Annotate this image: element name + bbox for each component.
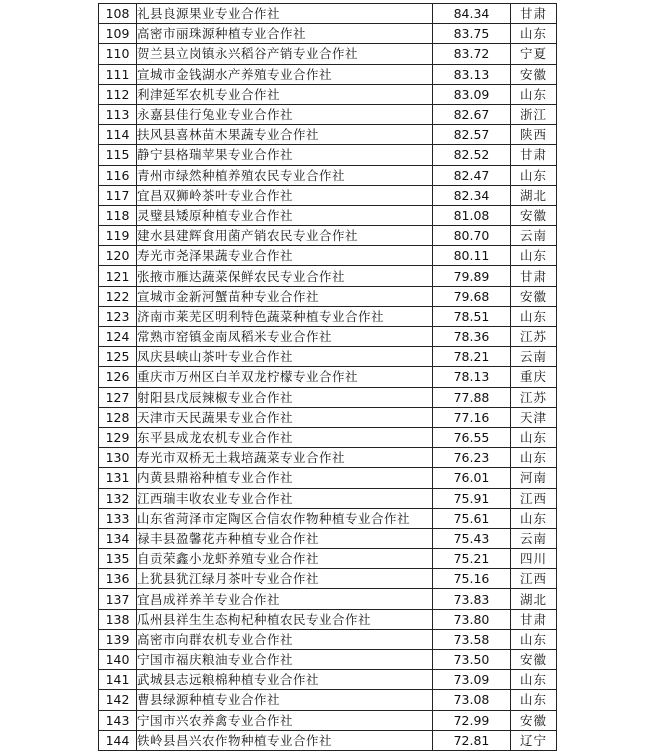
score-cell: 77.16 — [433, 407, 511, 427]
ranking-table-body — [99, 4, 557, 751]
province-cell: 甘肃 — [511, 145, 557, 165]
province-cell: 安徽 — [511, 650, 557, 670]
table-row — [99, 690, 557, 710]
table-row — [99, 286, 557, 306]
cooperative-name-cell: 天津市天民蔬果专业合作社 — [137, 407, 433, 427]
province-cell: 江西 — [511, 488, 557, 508]
table-row — [99, 488, 557, 508]
table-row — [99, 528, 557, 548]
cooperative-name-cell: 利津延军农机专业合作社 — [137, 84, 433, 104]
score-cell: 76.23 — [433, 448, 511, 468]
cooperative-name-cell: 扶风县喜林苗木果蔬专业合作社 — [137, 125, 433, 145]
cooperative-name-cell: 东平县成龙农机专业合作社 — [137, 427, 433, 447]
cooperative-name-cell: 铁岭县昌兴农作物种植专业合作社 — [137, 730, 433, 750]
rank-cell: 108 — [99, 4, 137, 24]
cooperative-name-cell: 曹县绿源种植专业合作社 — [137, 690, 433, 710]
cooperative-name-cell: 贺兰县立岗镇永兴稻谷产销专业合作社 — [137, 44, 433, 64]
table-row — [99, 650, 557, 670]
rank-cell: 114 — [99, 125, 137, 145]
rank-cell: 135 — [99, 549, 137, 569]
rank-cell: 137 — [99, 589, 137, 609]
cooperative-name-cell: 礼县良源果业专业合作社 — [137, 4, 433, 24]
cooperative-name-cell: 寿光市尧泽果蔬专业合作社 — [137, 246, 433, 266]
table-row — [99, 448, 557, 468]
cooperative-name-cell: 上犹县犹江绿月茶叶专业合作社 — [137, 569, 433, 589]
table-row — [99, 165, 557, 185]
cooperative-name-cell: 宁国市兴农养禽专业合作社 — [137, 710, 433, 730]
table-row — [99, 104, 557, 124]
score-cell: 72.81 — [433, 730, 511, 750]
table-row — [99, 4, 557, 24]
score-cell: 78.21 — [433, 347, 511, 367]
province-cell: 甘肃 — [511, 609, 557, 629]
province-cell: 安徽 — [511, 286, 557, 306]
province-cell: 山东 — [511, 306, 557, 326]
rank-cell: 130 — [99, 448, 137, 468]
rank-cell: 120 — [99, 246, 137, 266]
score-cell: 72.99 — [433, 710, 511, 730]
province-cell: 江西 — [511, 569, 557, 589]
score-cell: 82.52 — [433, 145, 511, 165]
table-row — [99, 730, 557, 750]
score-cell: 82.47 — [433, 165, 511, 185]
cooperative-name-cell: 张掖市雁达蔬菜保鲜农民专业合作社 — [137, 266, 433, 286]
score-cell: 82.67 — [433, 104, 511, 124]
province-cell: 河南 — [511, 468, 557, 488]
table-row — [99, 367, 557, 387]
rank-cell: 129 — [99, 427, 137, 447]
table-row — [99, 266, 557, 286]
table-row — [99, 508, 557, 528]
table-row — [99, 670, 557, 690]
province-cell: 湖北 — [511, 589, 557, 609]
score-cell: 73.83 — [433, 589, 511, 609]
cooperative-name-cell: 宣城市金新河蟹苗种专业合作社 — [137, 286, 433, 306]
rank-cell: 141 — [99, 670, 137, 690]
table-row — [99, 427, 557, 447]
cooperative-name-cell: 武城县志远粮棉种植专业合作社 — [137, 670, 433, 690]
cooperative-name-cell: 济南市莱芜区明利特色蔬菜种植专业合作社 — [137, 306, 433, 326]
cooperative-name-cell: 高密市向群农机专业合作社 — [137, 629, 433, 649]
cooperative-name-cell: 宁国市福庆粮油专业合作社 — [137, 650, 433, 670]
province-cell: 山东 — [511, 246, 557, 266]
score-cell: 75.43 — [433, 528, 511, 548]
rank-cell: 136 — [99, 569, 137, 589]
cooperative-name-cell: 凤庆县峡山茶叶专业合作社 — [137, 347, 433, 367]
table-row — [99, 185, 557, 205]
cooperative-name-cell: 射阳县戊辰辣椒专业合作社 — [137, 387, 433, 407]
score-cell: 73.50 — [433, 650, 511, 670]
table-row — [99, 125, 557, 145]
rank-cell: 116 — [99, 165, 137, 185]
province-cell: 天津 — [511, 407, 557, 427]
rank-cell: 115 — [99, 145, 137, 165]
province-cell: 浙江 — [511, 104, 557, 124]
score-cell: 75.61 — [433, 508, 511, 528]
province-cell: 云南 — [511, 226, 557, 246]
province-cell: 山东 — [511, 448, 557, 468]
province-cell: 重庆 — [511, 367, 557, 387]
province-cell: 山东 — [511, 24, 557, 44]
province-cell: 江苏 — [511, 327, 557, 347]
table-row — [99, 306, 557, 326]
province-cell: 山东 — [511, 84, 557, 104]
cooperative-name-cell: 山东省菏泽市定陶区合信农作物种植专业合作社 — [137, 508, 433, 528]
province-cell: 云南 — [511, 347, 557, 367]
province-cell: 江苏 — [511, 387, 557, 407]
province-cell: 甘肃 — [511, 266, 557, 286]
table-row — [99, 629, 557, 649]
table-row — [99, 569, 557, 589]
rank-cell: 124 — [99, 327, 137, 347]
table-row — [99, 407, 557, 427]
score-cell: 82.57 — [433, 125, 511, 145]
rank-cell: 113 — [99, 104, 137, 124]
cooperative-name-cell: 高密市丽珠源种植专业合作社 — [137, 24, 433, 44]
cooperative-name-cell: 青州市绿然种植养殖农民专业合作社 — [137, 165, 433, 185]
table-row — [99, 145, 557, 165]
province-cell: 宁夏 — [511, 44, 557, 64]
province-cell: 山东 — [511, 690, 557, 710]
score-cell: 79.89 — [433, 266, 511, 286]
rank-cell: 140 — [99, 650, 137, 670]
province-cell: 安徽 — [511, 64, 557, 84]
table-row — [99, 387, 557, 407]
cooperative-name-cell: 江西瑞丰收农业专业合作社 — [137, 488, 433, 508]
rank-cell: 109 — [99, 24, 137, 44]
rank-cell: 134 — [99, 528, 137, 548]
cooperative-name-cell: 静宁县格瑞苹果专业合作社 — [137, 145, 433, 165]
cooperative-name-cell: 建水县建辉食用菌产销农民专业合作社 — [137, 226, 433, 246]
province-cell: 山东 — [511, 629, 557, 649]
table-row — [99, 710, 557, 730]
rank-cell: 133 — [99, 508, 137, 528]
score-cell: 76.55 — [433, 427, 511, 447]
score-cell: 75.16 — [433, 569, 511, 589]
cooperative-name-cell: 禄丰县盈馨花卉种植专业合作社 — [137, 528, 433, 548]
province-cell: 甘肃 — [511, 4, 557, 24]
table-row — [99, 44, 557, 64]
score-cell: 73.08 — [433, 690, 511, 710]
province-cell: 安徽 — [511, 205, 557, 225]
score-cell: 83.13 — [433, 64, 511, 84]
score-cell: 75.21 — [433, 549, 511, 569]
rank-cell: 118 — [99, 205, 137, 225]
table-row — [99, 24, 557, 44]
province-cell: 陕西 — [511, 125, 557, 145]
score-cell: 80.11 — [433, 246, 511, 266]
rank-cell: 110 — [99, 44, 137, 64]
rank-cell: 112 — [99, 84, 137, 104]
rank-cell: 123 — [99, 306, 137, 326]
rank-cell: 131 — [99, 468, 137, 488]
rank-cell: 142 — [99, 690, 137, 710]
table-row — [99, 327, 557, 347]
rank-cell: 125 — [99, 347, 137, 367]
score-cell: 83.72 — [433, 44, 511, 64]
province-cell: 四川 — [511, 549, 557, 569]
rank-cell: 132 — [99, 488, 137, 508]
cooperative-name-cell: 常熟市窑镇金南凤稻米专业合作社 — [137, 327, 433, 347]
province-cell: 山东 — [511, 670, 557, 690]
table-row — [99, 64, 557, 84]
province-cell: 辽宁 — [511, 730, 557, 750]
score-cell: 78.13 — [433, 367, 511, 387]
score-cell: 79.68 — [433, 286, 511, 306]
rank-cell: 111 — [99, 64, 137, 84]
rank-cell: 138 — [99, 609, 137, 629]
ranking-table — [98, 3, 557, 751]
province-cell: 安徽 — [511, 710, 557, 730]
province-cell: 山东 — [511, 508, 557, 528]
cooperative-name-cell: 寿光市双桥无土栽培蔬菜专业合作社 — [137, 448, 433, 468]
cooperative-name-cell: 宜昌双狮岭茶叶专业合作社 — [137, 185, 433, 205]
score-cell: 73.58 — [433, 629, 511, 649]
score-cell: 75.91 — [433, 488, 511, 508]
table-row — [99, 589, 557, 609]
province-cell: 山东 — [511, 165, 557, 185]
score-cell: 80.70 — [433, 226, 511, 246]
cooperative-name-cell: 重庆市万州区白羊双龙柠檬专业合作社 — [137, 367, 433, 387]
province-cell: 湖北 — [511, 185, 557, 205]
table-row — [99, 246, 557, 266]
cooperative-name-cell: 灵璧县矮原种植专业合作社 — [137, 205, 433, 225]
table-row — [99, 609, 557, 629]
rank-cell: 143 — [99, 710, 137, 730]
score-cell: 83.09 — [433, 84, 511, 104]
score-cell: 73.80 — [433, 609, 511, 629]
table-row — [99, 226, 557, 246]
table-row — [99, 84, 557, 104]
rank-cell: 127 — [99, 387, 137, 407]
table-row — [99, 205, 557, 225]
rank-cell: 128 — [99, 407, 137, 427]
rank-cell: 122 — [99, 286, 137, 306]
cooperative-name-cell: 瓜州县祥生生态枸杞种植农民专业合作社 — [137, 609, 433, 629]
cooperative-name-cell: 宜昌成祥养羊专业合作社 — [137, 589, 433, 609]
rank-cell: 139 — [99, 629, 137, 649]
rank-cell: 117 — [99, 185, 137, 205]
province-cell: 云南 — [511, 528, 557, 548]
province-cell: 山东 — [511, 427, 557, 447]
cooperative-name-cell: 自贡荣鑫小龙虾养殖专业合作社 — [137, 549, 433, 569]
table-row — [99, 549, 557, 569]
rank-cell: 121 — [99, 266, 137, 286]
cooperative-name-cell: 内黄县鼎裕种植专业合作社 — [137, 468, 433, 488]
score-cell: 82.34 — [433, 185, 511, 205]
cooperative-name-cell: 宣城市金钱湖水产养殖专业合作社 — [137, 64, 433, 84]
table-row — [99, 347, 557, 367]
rank-cell: 144 — [99, 730, 137, 750]
score-cell: 78.36 — [433, 327, 511, 347]
score-cell: 83.75 — [433, 24, 511, 44]
score-cell: 84.34 — [433, 4, 511, 24]
rank-cell: 126 — [99, 367, 137, 387]
rank-cell: 119 — [99, 226, 137, 246]
score-cell: 81.08 — [433, 205, 511, 225]
score-cell: 78.51 — [433, 306, 511, 326]
score-cell: 73.09 — [433, 670, 511, 690]
score-cell: 76.01 — [433, 468, 511, 488]
cooperative-name-cell: 永嘉县佳行兔业专业合作社 — [137, 104, 433, 124]
table-row — [99, 468, 557, 488]
score-cell: 77.88 — [433, 387, 511, 407]
